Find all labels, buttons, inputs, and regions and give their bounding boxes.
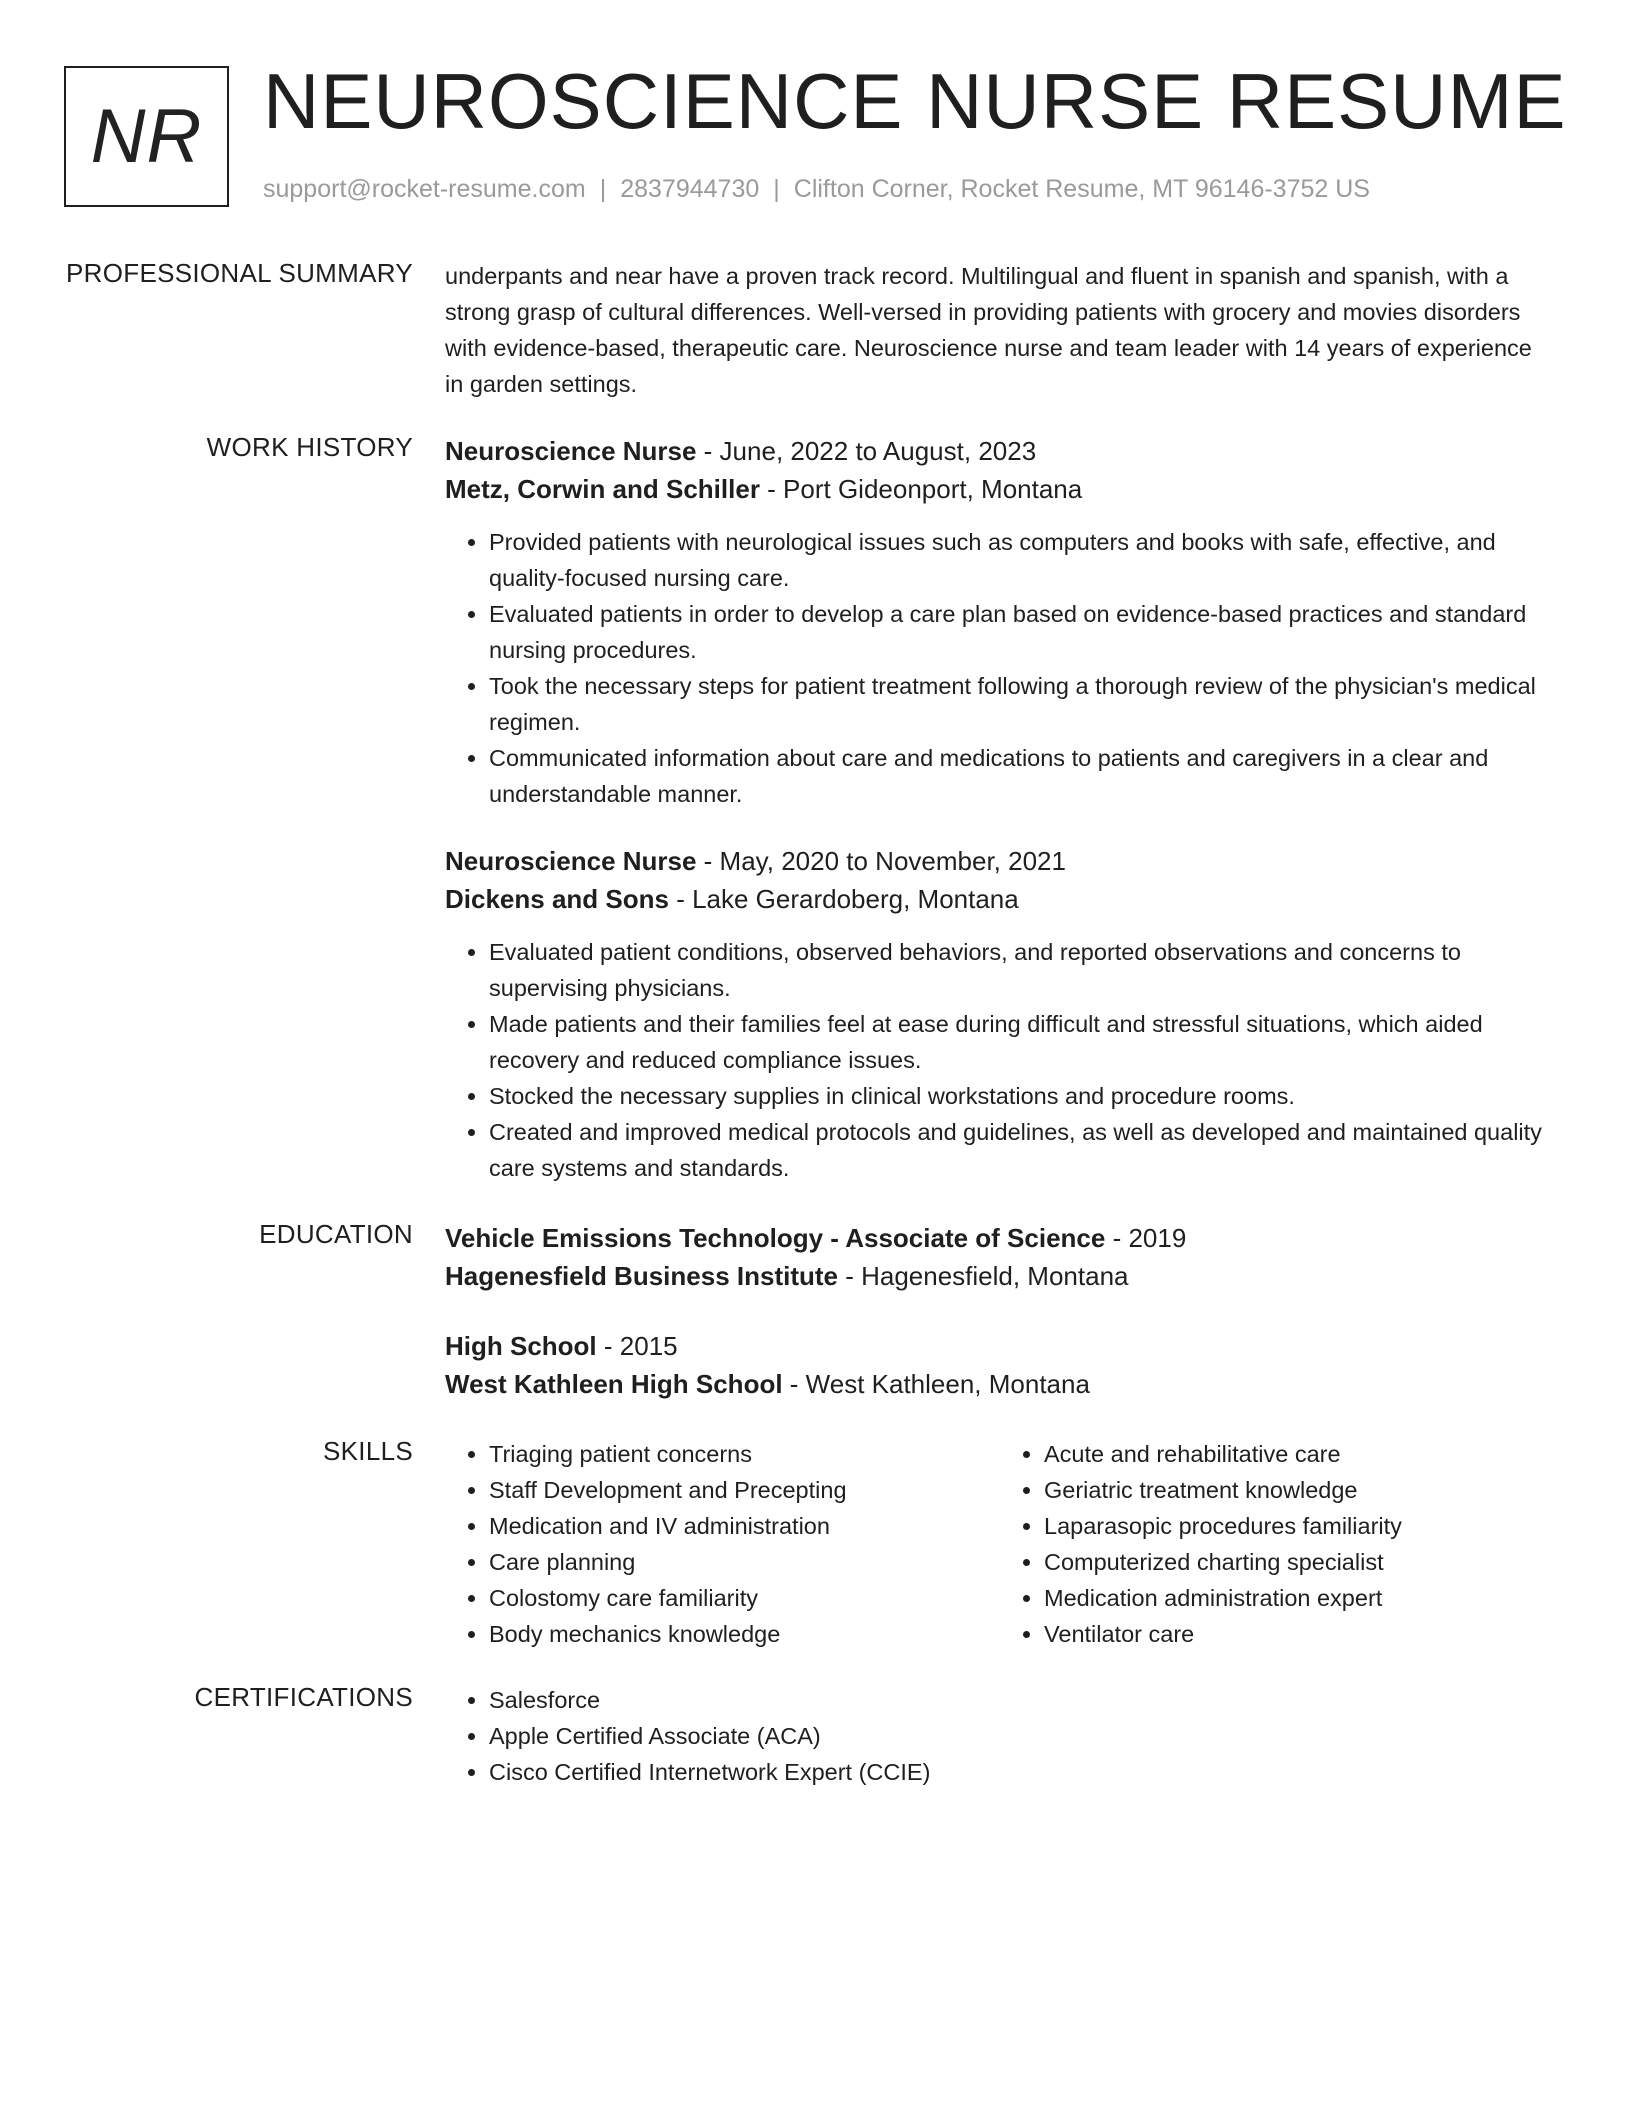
skill-item: • Acute and rehabilitative care	[1044, 1436, 1555, 1472]
section-heading-work-history: WORK HISTORY	[206, 432, 413, 462]
job-bullet: • Provided patients with neurological issues such as computers and books with safe, effective, and quality-focused nursing care.	[489, 524, 1555, 596]
job-company-line	[445, 880, 1555, 918]
education-degree: High School	[445, 1331, 597, 1361]
job-title-line	[445, 432, 1555, 470]
job-bullet: • Stocked the necessary supplies in clinical workstations and procedure rooms.	[489, 1078, 1555, 1114]
job-company-line	[445, 470, 1555, 508]
certification-item: • Apple Certified Associate (ACA)	[489, 1718, 1555, 1754]
contact-email[interactable]: support@rocket-resume.com	[263, 175, 586, 203]
job-location: - Lake Gerardoberg, Montana	[668, 884, 1019, 914]
education-school-line	[445, 1365, 1555, 1403]
job-location: - Port Gideonport, Montana	[759, 474, 1083, 504]
skill-item: • Medication and IV administration	[489, 1508, 1000, 1544]
skill-item: • Laparasopic procedures familiarity	[1044, 1508, 1555, 1544]
contact-address: Clifton Corner, Rocket Resume, MT 96146-3752 US	[793, 175, 1370, 203]
job-bullet: • Evaluated patients in order to develop a care plan based on evidence-based practices and standard nursing procedures.	[489, 596, 1555, 668]
skill-item: • Triaging patient concerns	[489, 1436, 1000, 1472]
skill-item: • Colostomy care familiarity	[489, 1580, 1000, 1616]
education-school: West Kathleen High School	[445, 1369, 783, 1399]
monogram-initials: NR	[90, 94, 203, 179]
section-heading-summary: PROFESSIONAL SUMMARY	[66, 258, 413, 288]
certification-item: • Cisco Certified Internetwork Expert (CCIE)	[489, 1754, 1555, 1790]
job-title: Neuroscience Nurse	[445, 846, 697, 876]
section-heading-certifications: CERTIFICATIONS	[194, 1682, 413, 1712]
job-bullets	[445, 524, 1555, 812]
certification-item: • Salesforce	[489, 1682, 1555, 1718]
skill-item: • Body mechanics knowledge	[489, 1616, 1000, 1652]
skills-list-right	[1000, 1436, 1555, 1652]
contact-separator: |	[773, 175, 780, 203]
job-company: Metz, Corwin and Schiller	[445, 474, 760, 504]
job-bullet: • Took the necessary steps for patient treatment following a thorough review of the physician's medical regimen.	[489, 668, 1555, 740]
job-bullets	[445, 934, 1555, 1186]
job-bullet: • Made patients and their families feel at ease during difficult and stressful situations, which aided recovery and reduced compliance issues.	[489, 1006, 1555, 1078]
skill-item: • Staff Development and Precepting	[489, 1472, 1000, 1508]
section-heading-education: EDUCATION	[259, 1219, 413, 1249]
monogram-box	[64, 66, 229, 207]
skill-item: • Medication administration expert	[1044, 1580, 1555, 1616]
job-entry	[445, 842, 1555, 1186]
education-school-line	[445, 1257, 1555, 1295]
education-location: - West Kathleen, Montana	[782, 1369, 1090, 1399]
education-location: - Hagenesfield, Montana	[837, 1261, 1129, 1291]
education-year: - 2015	[596, 1331, 678, 1361]
job-entry	[445, 432, 1555, 812]
skill-item: • Geriatric treatment knowledge	[1044, 1472, 1555, 1508]
contact-line	[263, 175, 1370, 204]
education-school: Hagenesfield Business Institute	[445, 1261, 838, 1291]
job-dates: - May, 2020 to November, 2021	[696, 846, 1066, 876]
education-degree-line	[445, 1327, 1555, 1365]
skill-item: • Ventilator care	[1044, 1616, 1555, 1652]
education-entry	[445, 1219, 1555, 1295]
job-bullet: • Communicated information about care and medications to patients and caregivers in a clear and understandable manner.	[489, 740, 1555, 812]
contact-separator: |	[599, 175, 607, 203]
skill-item: • Computerized charting specialist	[1044, 1544, 1555, 1580]
summary-text: underpants and near have a proven track record. Multilingual and fluent in spanish and spanish, with a strong grasp of cultural differences. Well-versed in providing patients with grocery and movies disorders with evidence-based, therapeutic care. Neuroscience nurse and team leader with 14 years of experience in garden settings.	[445, 263, 1532, 397]
education-entry	[445, 1327, 1555, 1403]
contact-phone[interactable]: 2837944730	[620, 175, 760, 203]
resume-title: NEUROSCIENCE NURSE RESUME	[263, 57, 1567, 145]
education-degree-line	[445, 1219, 1555, 1257]
job-title: Neuroscience Nurse	[445, 436, 697, 466]
job-company: Dickens and Sons	[445, 884, 669, 914]
job-title-line	[445, 842, 1555, 880]
skill-item: • Care planning	[489, 1544, 1000, 1580]
education-year: - 2019	[1105, 1223, 1187, 1253]
section-heading-skills: SKILLS	[323, 1436, 413, 1466]
job-dates: - June, 2022 to August, 2023	[696, 436, 1037, 466]
skills-list-left	[445, 1436, 1000, 1652]
job-bullet: • Created and improved medical protocols and guidelines, as well as developed and maintained quality care systems and standards.	[489, 1114, 1555, 1186]
certifications-list	[445, 1682, 1555, 1790]
job-bullet: • Evaluated patient conditions, observed behaviors, and reported observations and concerns to supervising physicians.	[489, 934, 1555, 1006]
skills-grid	[445, 1436, 1555, 1652]
education-degree: Vehicle Emissions Technology - Associate of Science	[445, 1223, 1106, 1253]
